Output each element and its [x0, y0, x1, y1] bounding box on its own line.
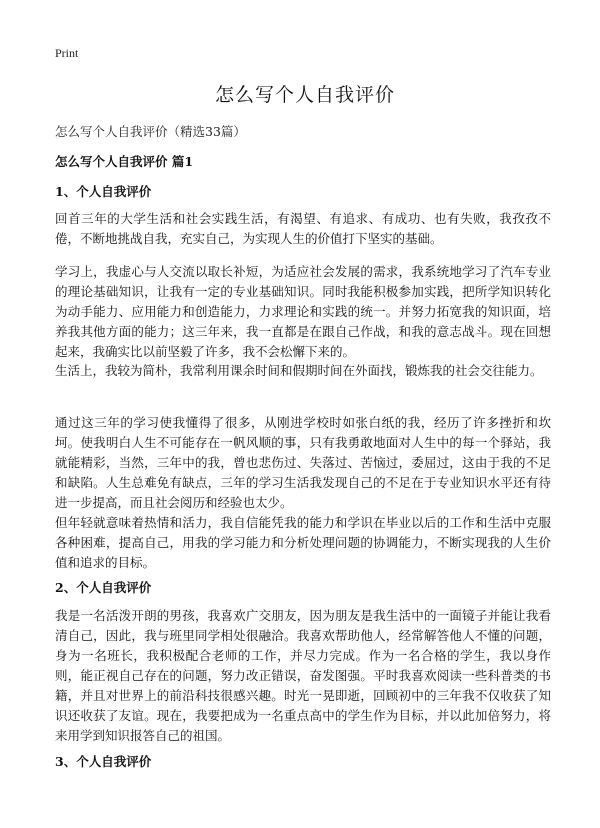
paragraph-1-4: 通过这三年的学习使我懂得了很多，从刚进学校时如张白纸的我，经历了许多挫折和坎坷。使我明白人生不可能存在一帆风顺的事，只有我勇敢地面对人生中的每一个驿站，我就能精彩，当然，三年中的我，曾也悲伤过、失落过、苦恼过，委屈过，这由于我的不足和缺陷。人生总难免有缺点，三年的学习生活我发现自己的不足在于专业知识水平还有待进一步提高，而且社会阅历和经验也太少。: [55, 415, 551, 510]
section-heading-1: 1、个人自我评价: [55, 184, 152, 199]
print-link[interactable]: Print: [55, 46, 79, 60]
section-heading-2: 2、个人自我评价: [55, 580, 152, 595]
document-title: 怎么写个人自我评价: [214, 84, 395, 106]
paragraph-1-1: 回首三年的大学生活和社会实践生活，有渴望、有追求、有成功、也有失败，我孜孜不倦，不断地挑战自我，充实自己，为实现人生的价值打下坚实的基础。: [55, 211, 551, 246]
paragraph-1-3: 生活上，我较为简朴，我常利用课余时间和假期时间在外面找，锻炼我的社会交往能力。: [55, 363, 543, 378]
paragraph-1-2: 学习上，我虚心与人交流以取长补短，为适应社会发展的需求，我系统地学习了汽车专业的理论基础知识，让我有一定的专业基础知识。同时我能积极参加实践，把所学知识转化为动手能力、应用能力和创造能力，力求理论和实践的统一。并努力拓宽我的知识面，培养我其他方面的能力；这三年来，我一直都是在跟自己作战，和我的意志战斗。现在回想起来，我确实比以前坚毅了许多，我不会松懈下来的。: [55, 264, 551, 359]
paragraph-2-1: 我是一名活泼开朗的男孩，我喜欢广交朋友，因为朋友是我生活中的一面镜子并能让我看清自己，因此，我与班里同学相处很融洽。我喜欢帮助他人，经常解答他人不懂的问题，身为一名班长，我积极配合老师的工作，并尽力完成。作为一名合格的学生，我以身作则，能正视自己存在的问题，努力改正错误，奋发图强。平时我喜欢阅读一些科普类的书籍，并且对世界上的前沿科技很感兴趣。时光一晃即逝，回顾初中的三年我不仅收获了知识还收获了友谊。现在，我要把成为一名重点高中的学生作为目标，并以此加倍努力，将来用学到知识报答自己的祖国。: [55, 608, 551, 743]
section-heading-3: 3、个人自我评价: [55, 754, 152, 769]
document-subtitle: 怎么写个人自我评价（精选33篇）: [55, 124, 246, 139]
paragraph-1-5: 但年轻就意味着热情和活力，我自信能凭我的能力和学识在毕业以后的工作和生活中克服各种困难，提高自己，用我的学习能力和分析处理问题的协调能力，不断实现我的人生价值和追求的目标。: [55, 515, 551, 570]
article-heading: 怎么写个人自我评价 篇1: [55, 154, 194, 169]
